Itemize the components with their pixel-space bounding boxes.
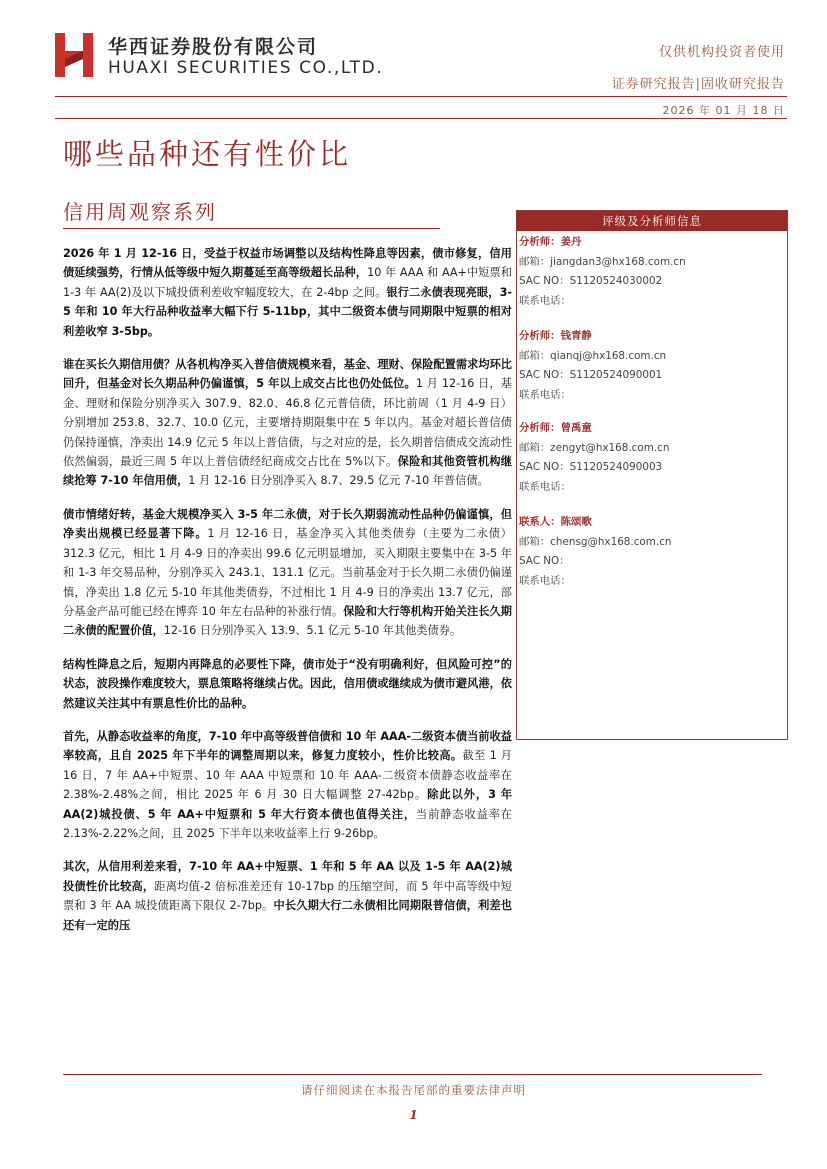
- text-bold: 债市情绪好转，基金大规模净买入 3-5 年二永债，对于长久期弱流动性品种仍偏谨慎，但净卖出规模已经显著下降。: [63, 507, 512, 541]
- text-bold: 除此以外，3 年 AA(2)城投债、5 年 AA+中短票和 5 年大行资本债也值得关注，: [63, 788, 513, 821]
- report-date: 2026 年 01 月 18 日: [662, 104, 785, 117]
- paragraph: [63, 857, 512, 935]
- series-underline: [63, 228, 440, 229]
- analyst-card: [519, 327, 785, 405]
- company-name-cn: 华西证券股份有限公司: [108, 36, 319, 58]
- analyst-email[interactable]: jiangdan3@hx168.com.cn: [550, 255, 686, 268]
- paragraph: [63, 505, 512, 641]
- legal-disclaimer-note: 请仔细阅读在本报告尾部的重要法律声明: [301, 1083, 526, 1097]
- report-type: 证券研究报告|固收研究报告: [611, 77, 785, 92]
- text-run: 10 年 AAA 和 AA+中短票和 1-3 年 AA(2)及以下城投债利差收窄幅度较大，在 2-4bp 之间。: [63, 266, 512, 299]
- company-name-en: HUAXI SECURITIES CO.,LTD.: [108, 58, 384, 78]
- analyst-name: 姜丹: [560, 236, 582, 248]
- text-bold: 保险和其他资管机构继续抢筹 7-10 年信用债，: [63, 455, 512, 488]
- phone-label: 联系电话：: [519, 480, 571, 493]
- text-run: 1 月 12-16 日，基金净买入其他类债券（主要为二永债）312.3 亿元，相比 1 月 4-9 日的净卖出 99.6 亿元明显增加，买入期限主要集中在 3-5 年和 1-3 年交易品种，分别净买入 243.1、131.1 亿元。当前基金对于长久期二永债仍偏谨慎，净卖出 1.8 亿元 5-10 年其他类债券，不过相比 1 月 4-9 日的净卖出 13.7 亿元，部分基金产品可能已经在博弈 10 年左右品种的补涨行情。: [63, 527, 512, 618]
- paragraph: [63, 655, 512, 713]
- report-title: 哪些品种还有性价比: [63, 137, 352, 171]
- text-run: 距离均值-2 倍标准差还有 10-17bp 的压缩空间，而 5 年中高等级中短票和 3 年 AA 城投债距离下限仅 2-7bp。: [63, 879, 512, 913]
- text-run: 1 月 12-16 日，基金、理财和保险分别净买入 307.9、82.0、46.8 亿元普信债，环比前周（1 月 4-9 日）分别增加 253.8、32.7、10.0 亿元，主要增持期限集中在 5 年以内。基金对超长普信债仍保持谨慎，净卖出 14.9 亿元 5 年以上普信债，与之对应的是，长久期普信债成交流动性依然偏弱，最近三周 5 年以上普信债经纪商成交占比在 5%以下。: [63, 377, 513, 469]
- text-bold: 其次，从信用利差来看，7-10 年 AA+中短票、1 年和 5 年 AA 以及 1-5 年 AA(2)城投债性价比较高，: [63, 860, 512, 893]
- analyst-info-box: [516, 210, 788, 740]
- text-run: 12-16 日分别净买入 13.9、5.1 亿元 5-10 年其他类债券。: [163, 624, 462, 638]
- text-run: 截至 1 月 16 日，7 年 AA+中短票、10 年 AAA 中短票和 10 年 AAA-二级资本债静态收益率在 2.38%-2.48%之间，相比 2025 年 6 月 30 日大幅调整 27-42bp。: [63, 749, 512, 802]
- institution-only-note: 仅供机构投资者使用: [658, 45, 785, 60]
- analyst-name: 陈颂歌: [560, 516, 592, 528]
- email-label: 邮箱：: [519, 349, 551, 362]
- series-title: 信用周观察系列: [63, 200, 217, 224]
- analyst-name: 钱青静: [560, 330, 592, 342]
- report-body: [63, 244, 512, 949]
- sac-label: SAC NO：: [519, 369, 570, 381]
- header-divider: [55, 118, 787, 119]
- text-run: 当前静态收益率在 2.13%-2.22%之间，且 2025 下半年以来收益率上行 9-26bp。: [63, 807, 512, 840]
- text-run: 1 月 12-16 日分别净买入 8.7、29.5 亿元 7-10 年普信债。: [188, 474, 489, 488]
- text-bold: 2026 年 1 月 12-16 日，受益于权益市场调整以及结构性降息等因素，债市修复，信用债延续强势，行情从低等级中短久期蔓延至高等级超长品种，: [63, 247, 512, 280]
- paragraph: [63, 355, 512, 491]
- sac-number: S1120524090001: [569, 369, 663, 381]
- paragraph: [63, 727, 512, 843]
- sac-label: SAC NO：: [519, 461, 570, 473]
- sac-label: SAC NO：: [519, 555, 570, 567]
- analyst-email[interactable]: chensg@hx168.com.cn: [550, 535, 672, 548]
- paragraph: [63, 244, 512, 341]
- text-bold: 保险和大行等机构开始关注长久期二永债的配置价值，: [63, 604, 512, 638]
- analyst-card: [519, 419, 785, 497]
- sac-number: S1120524090003: [569, 461, 663, 473]
- email-label: 邮箱：: [519, 255, 551, 268]
- phone-label: 联系电话：: [519, 574, 571, 587]
- analyst-role: 分析师：: [519, 330, 561, 342]
- analyst-name: 曾禹童: [560, 422, 592, 434]
- text-bold: 谁在买长久期信用债？从各机构净买入普信债规模来看，基金、理财、保险配置需求均环比回升，但基金对长久期品种仍偏谨慎，5 年以上成交占比也仍处低位。: [63, 358, 512, 391]
- text-bold: 结构性降息之后，短期内再降息的必要性下降，债市处于“没有明确利好，但风险可控”的状态，波段操作难度较大，票息策略将继续占优。因此，信用债或继续成为债市避风港，依然建议关注其中有票息性价比的品种。: [63, 657, 512, 710]
- analyst-role: 联系人：: [519, 516, 561, 528]
- email-label: 邮箱：: [519, 535, 551, 548]
- header-divider: [55, 96, 787, 97]
- phone-label: 联系电话：: [519, 388, 571, 401]
- page-number: 1: [409, 1108, 418, 1122]
- analyst-role: 分析师：: [519, 236, 561, 248]
- analyst-email[interactable]: qianqj@hx168.com.cn: [550, 349, 667, 362]
- analyst-card: [519, 233, 785, 311]
- email-label: 邮箱：: [519, 441, 551, 454]
- footer-divider: [63, 1074, 762, 1075]
- sidebar-heading: 评级及分析师信息: [517, 211, 787, 231]
- text-bold: 银行二永债表现亮眼，3-5 年和 10 年大行品种收益率大幅下行 5-11bp，其中二级资本债与同期限中短票的相对利差收窄 3-5bp。: [63, 285, 512, 338]
- analyst-role: 分析师：: [519, 422, 561, 434]
- phone-label: 联系电话：: [519, 294, 571, 307]
- huaxi-logo-icon: [55, 33, 95, 77]
- text-bold: 首先，从静态收益率的角度，7-10 年中高等级普信债和 10 年 AAA-二级资本债当前收益率较高，且自 2025 年下半年的调整周期以来，修复力度较小，性价比较高。: [63, 729, 512, 763]
- analyst-card: [519, 513, 785, 591]
- sac-label: SAC NO：: [519, 275, 570, 287]
- text-bold: 中长久期大行二永债相比同期限普信债，利差也还有一定的压: [63, 899, 512, 932]
- analyst-email[interactable]: zengyt@hx168.com.cn: [550, 441, 670, 454]
- sac-number: S1120524030002: [569, 275, 663, 287]
